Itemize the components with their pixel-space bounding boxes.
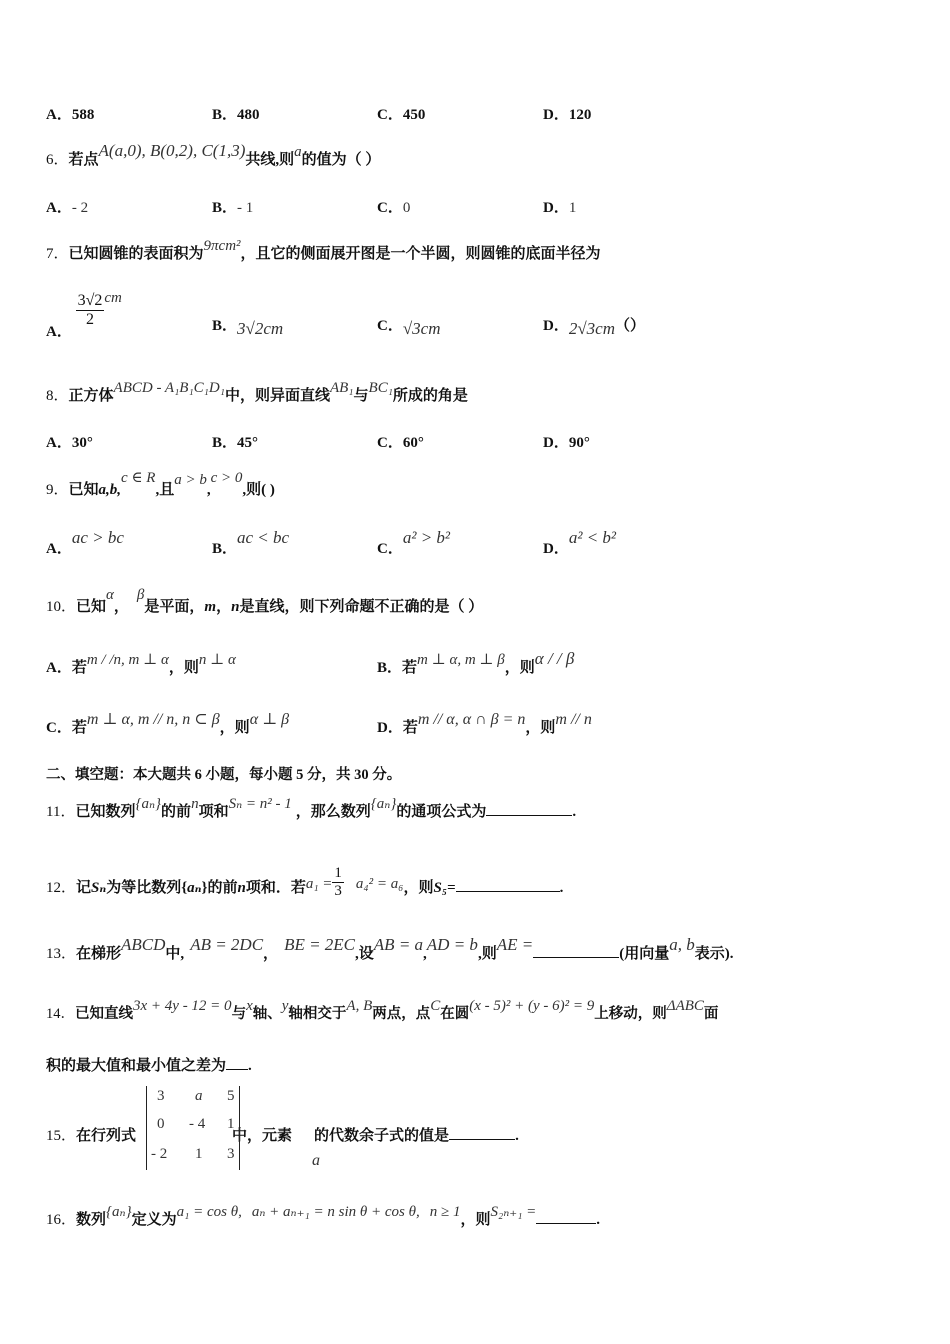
q6-option-d: D．1 xyxy=(543,200,577,216)
q6-option-a: A．- 2 xyxy=(46,200,89,216)
q7-option-d: D．2√3cm（） xyxy=(543,318,646,338)
q8-option-d: D．90° xyxy=(543,435,590,451)
determinant-matrix: 3 a 5 0 - 4 1 - 2 1 3 xyxy=(146,1086,240,1170)
q5-option-b: B．480 xyxy=(212,107,260,123)
question-16: 16．数列{aₙ}定义为a₁ = cos θ, aₙ + aₙ₊₁ = n sin θ + cos θ, n ≥ 1，则S₂ₙ₊₁ = . xyxy=(46,1204,601,1228)
q10-option-b: B．若m ⊥ α, m ⊥ β，则α / / β xyxy=(377,649,575,676)
q5-option-a: A．588 xyxy=(46,107,95,123)
answer-blank[interactable] xyxy=(533,943,619,958)
q10-option-c: C．若m ⊥ α, m // n, n ⊂ β，则α ⊥ β xyxy=(46,711,290,736)
question-10: 10．已知α，β是平面，m，n是直线，则下列命题不正确的是（ ） xyxy=(46,587,484,615)
q7-option-c: C．√3cm xyxy=(377,318,441,338)
q9-option-b: B．ac < bc xyxy=(212,528,290,557)
q9-option-d: D．a² < b² xyxy=(543,528,617,557)
q10-option-a: A．若m / /n, m ⊥ α，则n ⊥ α xyxy=(46,652,236,676)
q5-option-c: C．450 xyxy=(377,107,426,123)
q5-option-d: D．120 xyxy=(543,107,592,123)
answer-blank[interactable] xyxy=(449,1125,515,1140)
answer-blank[interactable] xyxy=(226,1055,248,1070)
question-14: 14．已知直线3x + 4y - 12 = 0与x轴、y轴相交于A, B两点，点C在圆(x - 5)² + (y - 6)² = 9上移动，则ΔABC面 xyxy=(46,998,719,1022)
q8-option-c: C．60° xyxy=(377,435,424,451)
q10-option-d: D．若m // α, α ∩ β = n，则m // n xyxy=(377,711,592,736)
element-a-label: a xyxy=(312,1152,320,1169)
q6-option-c: C．0 xyxy=(377,200,411,216)
answer-blank[interactable] xyxy=(456,877,560,892)
q9-option-a: A．ac > bc xyxy=(46,528,124,557)
answer-blank[interactable] xyxy=(536,1209,596,1224)
question-number: 6． xyxy=(46,152,69,168)
question-8: 8．正方体ABCD - A₁B₁C₁D₁中，则异面直线AB₁与BC₁所成的角是 xyxy=(46,380,468,404)
question-11: 11．已知数列{aₙ}的前n项和Sₙ = n² - 1 ，那么数列{aₙ}的通项公式为 . xyxy=(46,796,577,820)
q9-option-c: C．a² > b² xyxy=(377,528,451,557)
question-6: 6．若点A(a,0), B(0,2), C(1,3)共线,则a的值为（ ） xyxy=(46,141,381,168)
q8-option-a: A．30° xyxy=(46,435,93,451)
question-9: 9．已知a,b,c ∈ R,且a > b,c > 0,则( ) xyxy=(46,470,275,498)
question-13: 13．在梯形ABCD中, AB = 2DC， BE = 2EC,设AB = a,AD = b,则AE = (用向量a, b表示). xyxy=(46,935,734,962)
section-2-heading: 二、填空题：本大题共 6 小题，每小题 5 分，共 30 分。 xyxy=(46,767,402,783)
question-14-line-2: 积的最大值和最小值之差为 . xyxy=(46,1054,252,1075)
question-12: 12．记Sₙ为等比数列{aₙ}的前n项和．若a₁ = $\frac{1}{3}$ a₄² = a₆，则S₅= . xyxy=(46,865,564,899)
answer-blank[interactable] xyxy=(486,801,572,816)
question-15: 15．在行列式 中，元素 的代数余子式的值是 . xyxy=(46,1124,519,1145)
q6-option-b: B．- 1 xyxy=(212,200,254,216)
q7-option-b: B．3√2cm xyxy=(212,318,284,338)
question-7: 7．已知圆锥的表面积为9πcm²，且它的侧面展开图是一个半圆，则圆锥的底面半径为 xyxy=(46,238,601,262)
q8-option-b: B．45° xyxy=(212,435,259,451)
q7-option-a: A． $\frac{3√2}{2}$ cm xyxy=(46,289,122,340)
